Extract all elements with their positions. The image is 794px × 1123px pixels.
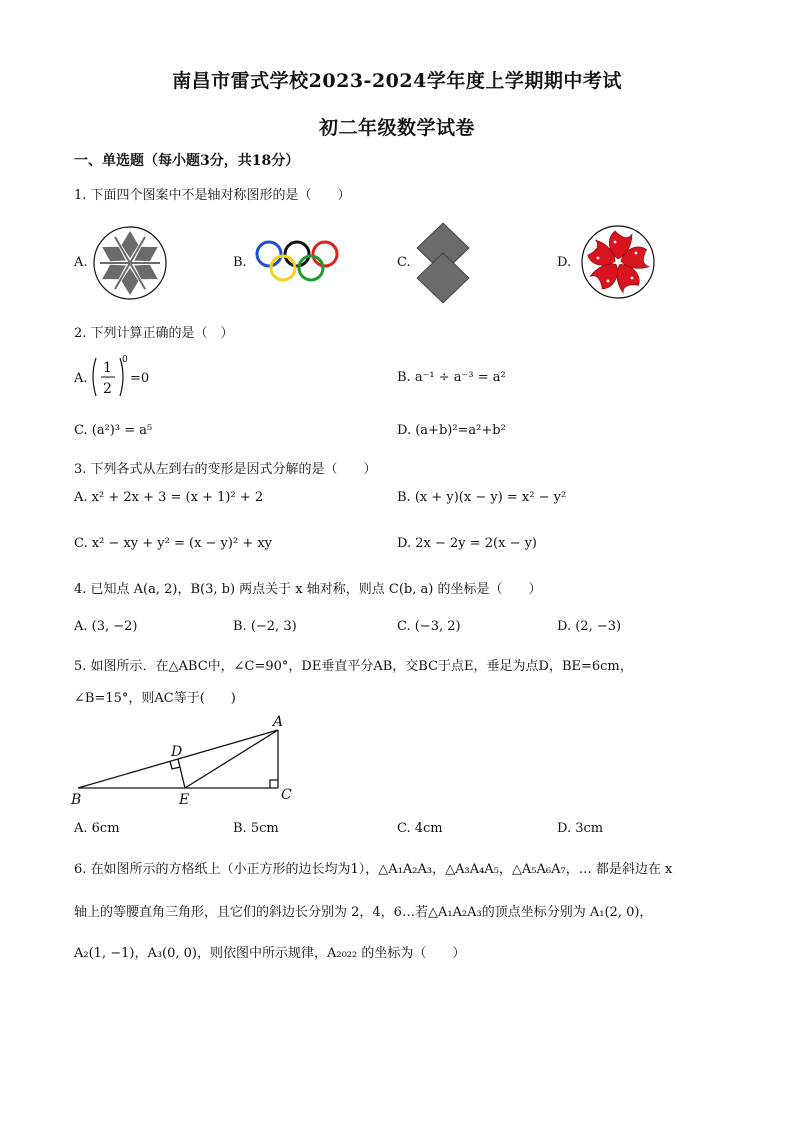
q5-option-a: A. 6cm bbox=[74, 821, 120, 836]
q5-option-c: C. 4cm bbox=[397, 821, 443, 836]
q4-option-b: B. (−2, 3) bbox=[233, 619, 297, 634]
q3-option-c: C. x² − xy + y² = (x − y)² + xy bbox=[74, 536, 273, 551]
q1-option-d-label: D. bbox=[557, 255, 572, 270]
q5-stem-line2: ∠B=15°，则AC等于( ) bbox=[74, 691, 236, 706]
q3-stem: 3. 下列各式从左到右的变形是因式分解的是（ ） bbox=[74, 462, 377, 477]
q1-figure-b-olympic-rings bbox=[254, 238, 340, 286]
q1-option-b-label: B. bbox=[233, 255, 247, 270]
q2-stem: 2. 下列计算正确的是（ ） bbox=[74, 326, 234, 341]
q1-figure-c-diamonds bbox=[416, 222, 470, 304]
label-C: C bbox=[281, 787, 292, 803]
q2-option-b: B. a⁻¹ ÷ a⁻³ = a² bbox=[397, 370, 506, 385]
q2-option-a-fraction bbox=[92, 352, 132, 402]
q6-line2: 轴上的等腰直角三角形，且它们的斜边长分别为 2，4，6…若△A₁A₂A₃的顶点坐标分别为 A₁(2, 0)， bbox=[74, 905, 653, 920]
q4-option-a: A. (3, −2) bbox=[74, 619, 138, 634]
q6-line1: 6. 在如图所示的方格纸上（小正方形的边长均为1），△A₁A₂A₃，△A₃A₄A₅，△A₅A₆A₇，… 都是斜边在 x bbox=[74, 862, 673, 877]
label-A: A bbox=[273, 714, 284, 730]
q2-option-a-label: A. bbox=[74, 371, 88, 386]
q4-stem: 4. 已知点 A(a, 2)，B(3, b) 两点关于 x 轴对称，则点 C(b, a) 的坐标是（ ） bbox=[74, 582, 542, 597]
label-B: B bbox=[71, 792, 82, 808]
q1-option-c-label: C. bbox=[397, 255, 411, 270]
q5-triangle-figure bbox=[66, 712, 306, 812]
q5-stem-line1: 5. 如图所示．在△ABC中，∠C=90°，DE垂直平分AB，交BC于点E，垂足为点D，BE=6cm， bbox=[74, 659, 633, 674]
svg-text:0: 0 bbox=[122, 355, 128, 365]
section-heading: 一、单选题（每小题3分，共18分） bbox=[74, 153, 300, 169]
svg-text:2: 2 bbox=[103, 381, 112, 397]
exam-title: 南昌市雷式学校2023-2024学年度上学期期中考试 bbox=[172, 70, 622, 92]
q5-option-d: D. 3cm bbox=[557, 821, 604, 836]
q3-option-d: D. 2x − 2y = 2(x − y) bbox=[397, 536, 538, 551]
exam-subtitle: 初二年级数学试卷 bbox=[318, 117, 475, 139]
q2-option-c: C. (a²)³ = a⁵ bbox=[74, 423, 153, 438]
q5-option-b: B. 5cm bbox=[233, 821, 279, 836]
q1-figure-a-snowflake bbox=[92, 225, 168, 301]
svg-text:1: 1 bbox=[103, 360, 112, 376]
q2-option-a-tail: =0 bbox=[130, 371, 150, 386]
q6-line3: A₂(1, −1)，A₃(0, 0)，则依图中所示规律，A₂₀₂₂ 的坐标为（ ） bbox=[74, 946, 466, 961]
q1-option-a-label: A. bbox=[74, 255, 88, 270]
q4-option-d: D. (2, −3) bbox=[557, 619, 622, 634]
label-D: D bbox=[171, 744, 183, 760]
q3-option-b: B. (x + y)(x − y) = x² − y² bbox=[397, 490, 567, 505]
q1-stem: 1. 下面四个图案中不是轴对称图形的是（ ） bbox=[74, 188, 351, 203]
label-E: E bbox=[179, 792, 190, 808]
q4-option-c: C. (−3, 2) bbox=[397, 619, 461, 634]
q1-figure-d-bauhinia bbox=[580, 224, 656, 300]
q3-option-a: A. x² + 2x + 3 = (x + 1)² + 2 bbox=[74, 490, 264, 505]
q2-option-d: D. (a+b)²=a²+b² bbox=[397, 423, 506, 438]
